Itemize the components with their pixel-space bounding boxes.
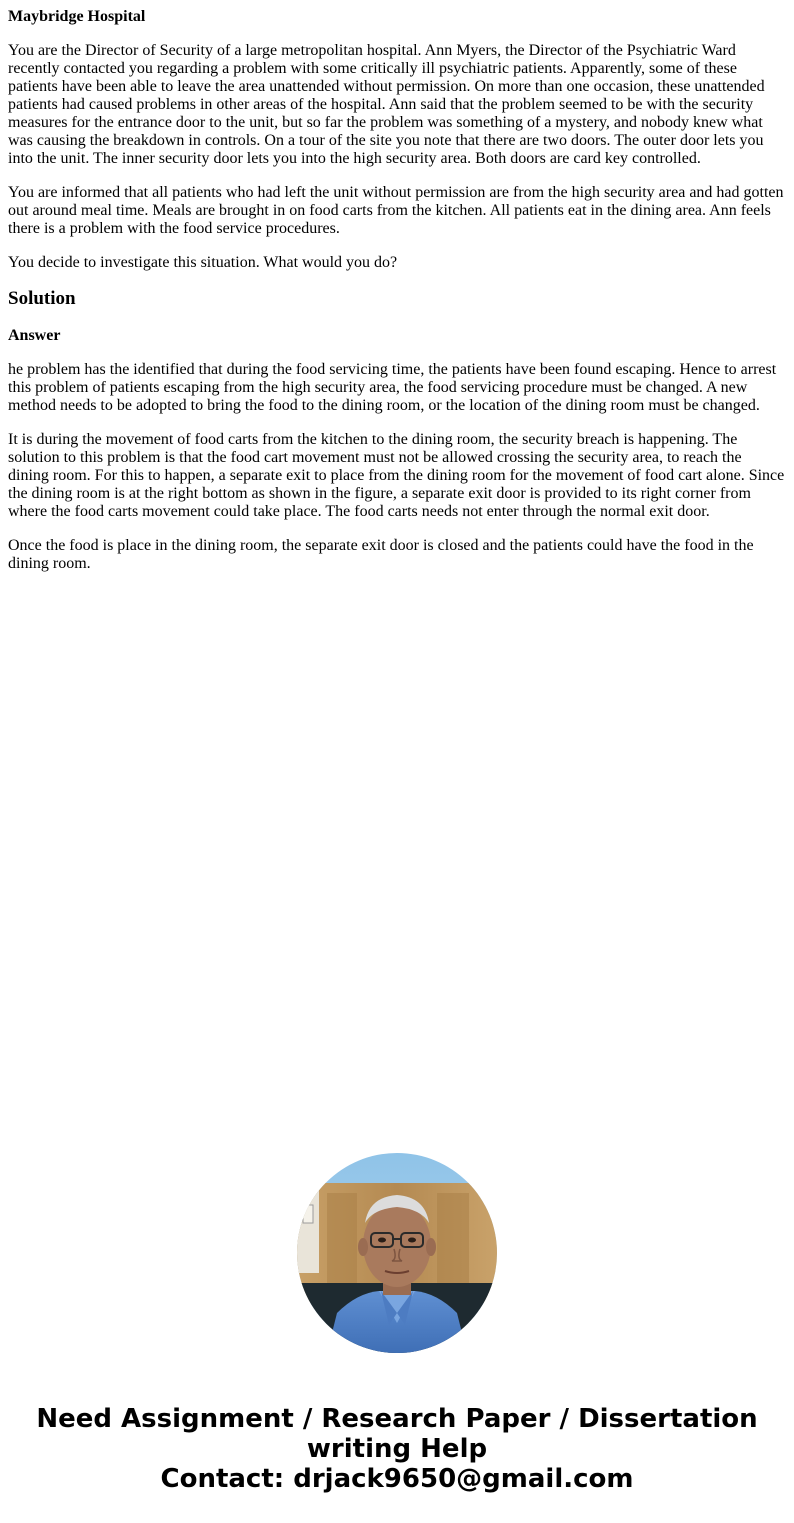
answer-paragraph-2: It is during the movement of food carts from the kitchen to the dining room, the security breach is happening. The solution to this problem is that the food cart movement must not be allowed crossing the security area, to reach the dining room. For this to happen, a separate exit to place from the dining room for the movement of food cart alone. Since the dining room is at the right bottom as shown in the figure, a separate exit door is provided to its right corner from where the food carts movement could take place. The food carts needs not enter through the normal exit door. xyxy=(8,431,785,520)
solution-heading: Solution xyxy=(8,288,76,309)
banner-contact-line: Contact: drjack9650@gmail.com xyxy=(160,1464,634,1494)
question-paragraph-2: You are informed that all patients who had left the unit without permission are from the high security area and had gotten out around meal time. Meals are brought in on food carts from the kitchen. All patients eat in the dining area. Ann feels there is a problem with the food service procedures. xyxy=(8,184,784,237)
question-paragraph-1: You are the Director of Security of a large metropolitan hospital. Ann Myers, the Director of the Psychiatric Ward recently contacted you regarding a problem with some critically ill psychiatric patients. Apparently, some of these patients have been able to leave the area unattended without permission. On more than one occasion, these unattended patients had caused problems in other areas of the hospital. Ann said that the problem seemed to be with the security measures for the entrance door to the unit, but so far the problem was something of a mystery, and nobody knew what was causing the breakdown in controls. On a tour of the site you note that there are two doors. The outer door lets you into the unit. The inner security door lets you into the high security area. Both doors are card key controlled. xyxy=(8,42,765,167)
question-paragraph-3: You decide to investigate this situation. What would you do? xyxy=(8,254,398,271)
banner-line-1: Need Assignment / Research Paper / Dissertation xyxy=(36,1404,758,1434)
contact-banner xyxy=(0,1404,794,1494)
document-title: Maybridge Hospital xyxy=(8,8,146,25)
banner-line-2: writing Help xyxy=(306,1434,488,1464)
document-body xyxy=(8,8,786,589)
answer-paragraph-3: Once the food is place in the dining room, the separate exit door is closed and the patients could have the food in the dining room. xyxy=(8,537,754,572)
answer-heading: Answer xyxy=(8,327,61,344)
author-avatar-photo xyxy=(297,1153,497,1353)
answer-paragraph-1: he problem has the identified that during the food servicing time, the patients have been found escaping. Hence to arrest this problem of patients escaping from the high security area, the food servicing procedure must be changed. A new method needs to be adopted to bring the food to the dining room, or the location of the dining room must be changed. xyxy=(8,361,777,414)
